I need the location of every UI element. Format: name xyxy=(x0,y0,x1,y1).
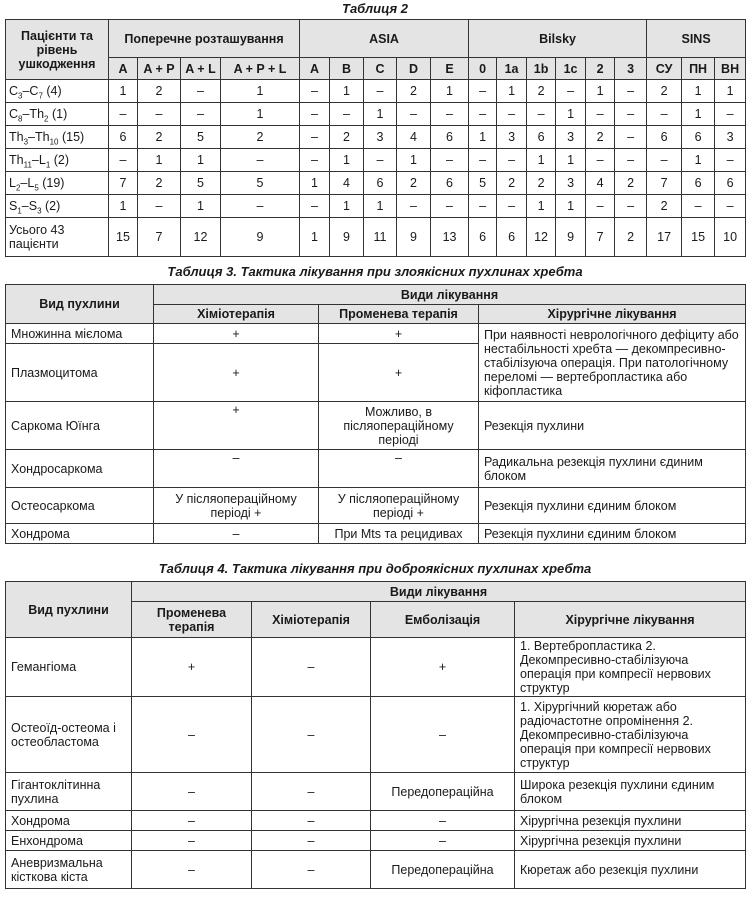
cell-value: 1 xyxy=(556,195,586,218)
cell-value: 3 xyxy=(497,126,527,149)
table2-subheader: 1a xyxy=(497,58,527,80)
radio-cell: – xyxy=(132,773,252,811)
cell-value: – xyxy=(397,195,431,218)
radio-cell: + xyxy=(132,638,252,697)
table3-header-radio: Променева терапія xyxy=(319,305,479,324)
cell-value: – xyxy=(615,103,647,126)
cell-value: 9 xyxy=(221,218,300,257)
tumor-name: Гігантоклітинна пухлина xyxy=(6,773,132,811)
cell-value: 2 xyxy=(138,80,181,103)
radio-cell: – xyxy=(319,450,479,488)
table3-header-surgery: Хірургічне лікування xyxy=(479,305,746,324)
cell-value: – xyxy=(615,126,647,149)
tumor-name: Аневризмальна кісткова кіста xyxy=(6,851,132,889)
radio-cell: + xyxy=(319,344,479,402)
cell-value: 2 xyxy=(615,172,647,195)
row-label: $L_2-L_5$ (19) xyxy=(6,172,109,195)
cell-value: 15 xyxy=(109,218,138,257)
chemo-cell: – xyxy=(252,638,371,697)
surgery-cell: Резекція пухлини xyxy=(479,402,746,450)
cell-value: 3 xyxy=(364,126,397,149)
table-row xyxy=(6,324,746,344)
radio-cell: У післяопераційному періоді + xyxy=(319,488,479,524)
cell-value: 1 xyxy=(330,149,364,172)
table-row xyxy=(6,488,746,524)
cell-value: 1 xyxy=(109,195,138,218)
table2-header-patients: Пацієнти та рівень ушкодження xyxy=(6,20,109,80)
cell-value: 1 xyxy=(109,80,138,103)
table-row xyxy=(6,697,746,773)
cell-value: – xyxy=(300,195,330,218)
table2-header-sins: SINS xyxy=(647,20,746,58)
cell-value: 1 xyxy=(556,149,586,172)
radio-cell: – xyxy=(132,851,252,889)
cell-value: 1 xyxy=(221,80,300,103)
cell-value: 1 xyxy=(527,195,556,218)
surgery-cell: 1. Вертебропластика 2. Декомпресивно-стабілізуюча операція при компресії нервових структур xyxy=(515,638,746,697)
cell-value: 1 xyxy=(138,149,181,172)
radio-cell: Можливо, в післяопераційному періоді xyxy=(319,402,479,450)
cell-value: 2 xyxy=(647,195,682,218)
cell-value: 1 xyxy=(364,103,397,126)
cell-value: 1 xyxy=(181,195,221,218)
cell-value: 6 xyxy=(469,218,497,257)
table2-header-bilsky: Bilsky xyxy=(469,20,647,58)
surgery-cell-merged: При наявності неврологічного дефіциту або нестабільності хребта — декомпресивно-стабілізуюча операція. При патологічному переломі — вертебропластика або кіфопластика xyxy=(479,324,746,402)
embolization-cell: – xyxy=(371,697,515,773)
chemo-cell: У післяопераційному періоді + xyxy=(154,488,319,524)
table4 xyxy=(5,581,746,889)
cell-value: 1 xyxy=(682,80,715,103)
table-row xyxy=(6,149,746,172)
cell-value: – xyxy=(586,149,615,172)
chemo-cell: + xyxy=(154,344,319,402)
table2-subheader: 1c xyxy=(556,58,586,80)
table2-subheader: 2 xyxy=(586,58,615,80)
cell-value: – xyxy=(364,80,397,103)
row-label: $C_8-Th_2$ (1) xyxy=(6,103,109,126)
table-row xyxy=(6,103,746,126)
radio-cell: + xyxy=(319,324,479,344)
cell-value: – xyxy=(647,103,682,126)
cell-value: 15 xyxy=(682,218,715,257)
table-row xyxy=(6,172,746,195)
chemo-cell: – xyxy=(252,697,371,773)
table4-header-type: Вид пухлини xyxy=(6,582,132,638)
radio-cell: – xyxy=(132,831,252,851)
cell-value: 6 xyxy=(647,126,682,149)
radio-cell: – xyxy=(132,811,252,831)
cell-value: – xyxy=(527,103,556,126)
table2-caption: Таблиця 2 xyxy=(342,1,408,16)
cell-value: – xyxy=(469,103,497,126)
table2-subheader: 0 xyxy=(469,58,497,80)
cell-value: – xyxy=(497,103,527,126)
surgery-cell: Радикальна резекція пухлини єдиним блоком xyxy=(479,450,746,488)
table2-subheader: A + L xyxy=(181,58,221,80)
cell-value: 2 xyxy=(138,172,181,195)
cell-value: 10 xyxy=(715,218,746,257)
cell-value: – xyxy=(138,195,181,218)
radio-cell: – xyxy=(132,697,252,773)
table2-subheader: СУ xyxy=(647,58,682,80)
cell-value: 5 xyxy=(181,126,221,149)
cell-value: 1 xyxy=(682,149,715,172)
embolization-cell: + xyxy=(371,638,515,697)
cell-value: 1 xyxy=(586,80,615,103)
cell-value: – xyxy=(469,149,497,172)
cell-value: 6 xyxy=(682,172,715,195)
cell-value: – xyxy=(221,149,300,172)
surgery-cell: 1. Хірургічний кюретаж або радіочастотне опромінення 2. Декомпресивно-стабілізуюча операція при компресії нервових структур xyxy=(515,697,746,773)
table4-header-treatment: Види лікування xyxy=(132,582,746,602)
table4-header-chemo: Хіміотерапія xyxy=(252,602,371,638)
cell-value: – xyxy=(682,195,715,218)
row-label: $Th_{11}-L_1$ (2) xyxy=(6,149,109,172)
tumor-name: Енхондрома xyxy=(6,831,132,851)
chemo-cell: – xyxy=(154,450,319,488)
cell-value: 4 xyxy=(586,172,615,195)
table-row xyxy=(6,638,746,697)
table2-subheader: E xyxy=(431,58,469,80)
cell-value: 2 xyxy=(330,126,364,149)
cell-value: – xyxy=(647,149,682,172)
table-row xyxy=(6,811,746,831)
table-row xyxy=(6,851,746,889)
cell-value: 17 xyxy=(647,218,682,257)
cell-value: – xyxy=(715,103,746,126)
tumor-name: Множинна мієлома xyxy=(6,324,154,344)
cell-value: – xyxy=(138,103,181,126)
table2-header-transverse: Поперечне розташування xyxy=(109,20,300,58)
cell-value: – xyxy=(469,195,497,218)
cell-value: – xyxy=(300,149,330,172)
cell-value: 1 xyxy=(364,195,397,218)
cell-value: – xyxy=(556,80,586,103)
cell-value: 2 xyxy=(397,172,431,195)
embolization-cell: – xyxy=(371,831,515,851)
table3-header-chemo: Хіміотерапія xyxy=(154,305,319,324)
table4-header-embolization: Емболізація xyxy=(371,602,515,638)
cell-value: – xyxy=(431,195,469,218)
cell-value: 7 xyxy=(647,172,682,195)
surgery-cell: Широка резекція пухлини єдиним блоком xyxy=(515,773,746,811)
cell-value: – xyxy=(431,149,469,172)
cell-value: – xyxy=(586,195,615,218)
table4-header-surgery: Хірургічне лікування xyxy=(515,602,746,638)
table2-subheader: D xyxy=(397,58,431,80)
cell-value: – xyxy=(586,103,615,126)
table2-subheader: A xyxy=(300,58,330,80)
cell-value: 6 xyxy=(364,172,397,195)
cell-value: – xyxy=(181,80,221,103)
cell-value: 1 xyxy=(300,218,330,257)
embolization-cell: Передопераційна xyxy=(371,851,515,889)
cell-value: 5 xyxy=(469,172,497,195)
tumor-name: Плазмоцитома xyxy=(6,344,154,402)
chemo-cell: + xyxy=(154,402,319,450)
table-row xyxy=(6,831,746,851)
cell-value: 12 xyxy=(527,218,556,257)
cell-value: 2 xyxy=(397,80,431,103)
cell-value: – xyxy=(469,80,497,103)
table2-subheader: 1b xyxy=(527,58,556,80)
cell-value: 1 xyxy=(181,149,221,172)
cell-value: – xyxy=(364,149,397,172)
table3-header-treatment: Види лікування xyxy=(154,285,746,305)
table-row xyxy=(6,402,746,450)
cell-value: – xyxy=(330,103,364,126)
cell-value: 2 xyxy=(647,80,682,103)
cell-value: 2 xyxy=(527,172,556,195)
cell-value: – xyxy=(181,103,221,126)
surgery-cell: Кюретаж або резекція пухлини xyxy=(515,851,746,889)
table2-subheader: A + P xyxy=(138,58,181,80)
cell-value: 2 xyxy=(615,218,647,257)
table-row xyxy=(6,80,746,103)
cell-value: – xyxy=(615,80,647,103)
row-label: Усього 43 пацієнти xyxy=(6,218,109,257)
cell-value: 3 xyxy=(715,126,746,149)
embolization-cell: – xyxy=(371,811,515,831)
row-label: $C_3-C_7$ (4) xyxy=(6,80,109,103)
tumor-name: Гемангіома xyxy=(6,638,132,697)
table2-subheader: B xyxy=(330,58,364,80)
tumor-name: Саркома Юїнга xyxy=(6,402,154,450)
cell-value: 2 xyxy=(138,126,181,149)
cell-value: 1 xyxy=(556,103,586,126)
cell-value: 7 xyxy=(138,218,181,257)
cell-value: 4 xyxy=(330,172,364,195)
row-label: $S_1-S_3$ (2) xyxy=(6,195,109,218)
chemo-cell: – xyxy=(252,811,371,831)
chemo-cell: – xyxy=(252,831,371,851)
cell-value: 2 xyxy=(586,126,615,149)
cell-value: 1 xyxy=(330,195,364,218)
cell-value: 1 xyxy=(497,80,527,103)
cell-value: – xyxy=(431,103,469,126)
row-label: $Th_3-Th_{10}$ (15) xyxy=(6,126,109,149)
cell-value: 12 xyxy=(181,218,221,257)
cell-value: 9 xyxy=(397,218,431,257)
cell-value: – xyxy=(221,195,300,218)
cell-value: 1 xyxy=(431,80,469,103)
table2 xyxy=(5,19,746,257)
cell-value: – xyxy=(715,149,746,172)
radio-cell: При Mts та рецидивах xyxy=(319,524,479,544)
cell-value: – xyxy=(109,103,138,126)
cell-value: 7 xyxy=(109,172,138,195)
cell-value: 9 xyxy=(330,218,364,257)
table3-header-type: Вид пухлини xyxy=(6,285,154,324)
cell-value: 1 xyxy=(221,103,300,126)
cell-value: 13 xyxy=(431,218,469,257)
table2-subheader: ПН xyxy=(682,58,715,80)
table-row xyxy=(6,218,746,257)
cell-value: 6 xyxy=(431,126,469,149)
cell-value: – xyxy=(300,80,330,103)
embolization-cell: Передопераційна xyxy=(371,773,515,811)
cell-value: – xyxy=(497,195,527,218)
table-row xyxy=(6,450,746,488)
cell-value: 2 xyxy=(221,126,300,149)
table2-subheader: C xyxy=(364,58,397,80)
chemo-cell: – xyxy=(154,524,319,544)
cell-value: 1 xyxy=(330,80,364,103)
cell-value: 6 xyxy=(109,126,138,149)
cell-value: 3 xyxy=(556,126,586,149)
cell-value: 1 xyxy=(397,149,431,172)
cell-value: – xyxy=(497,149,527,172)
surgery-cell: Резекція пухлини єдиним блоком xyxy=(479,524,746,544)
table2-header-asia: ASIA xyxy=(300,20,469,58)
cell-value: 6 xyxy=(682,126,715,149)
chemo-cell: – xyxy=(252,851,371,889)
tumor-name: Хондрома xyxy=(6,811,132,831)
chemo-cell: + xyxy=(154,324,319,344)
table2-subheader: A xyxy=(109,58,138,80)
cell-value: 2 xyxy=(527,80,556,103)
table2-subheader: 3 xyxy=(615,58,647,80)
surgery-cell: Хірургічна резекція пухлини xyxy=(515,811,746,831)
cell-value: 4 xyxy=(397,126,431,149)
cell-value: – xyxy=(397,103,431,126)
tumor-name: Остеоїд-остеома і остеобластома xyxy=(6,697,132,773)
cell-value: – xyxy=(615,195,647,218)
cell-value: 6 xyxy=(431,172,469,195)
cell-value: 7 xyxy=(586,218,615,257)
cell-value: 1 xyxy=(300,172,330,195)
table3-caption: Таблиця 3. Тактика лікування при злоякісних пухлинах хребта xyxy=(167,264,583,279)
table4-caption: Таблиця 4. Тактика лікування при доброякісних пухлинах хребта xyxy=(158,561,592,576)
cell-value: 6 xyxy=(715,172,746,195)
cell-value: – xyxy=(300,103,330,126)
surgery-cell: Резекція пухлини єдиним блоком xyxy=(479,488,746,524)
table2-subheader: ВН xyxy=(715,58,746,80)
cell-value: 6 xyxy=(497,218,527,257)
cell-value: 2 xyxy=(497,172,527,195)
table-row xyxy=(6,773,746,811)
cell-value: – xyxy=(615,149,647,172)
cell-value: 1 xyxy=(715,80,746,103)
table-row xyxy=(6,524,746,544)
cell-value: 3 xyxy=(556,172,586,195)
tumor-name: Хондросаркома xyxy=(6,450,154,488)
cell-value: 1 xyxy=(682,103,715,126)
tumor-name: Хондрома xyxy=(6,524,154,544)
table-row xyxy=(6,126,746,149)
cell-value: 11 xyxy=(364,218,397,257)
cell-value: – xyxy=(109,149,138,172)
cell-value: – xyxy=(300,126,330,149)
table2-subheader: A + P + L xyxy=(221,58,300,80)
chemo-cell: – xyxy=(252,773,371,811)
cell-value: 5 xyxy=(221,172,300,195)
surgery-cell: Хірургічна резекція пухлини xyxy=(515,831,746,851)
cell-value: 1 xyxy=(469,126,497,149)
table-row xyxy=(6,195,746,218)
tumor-name: Остеосаркома xyxy=(6,488,154,524)
table4-header-radio: Променева терапія xyxy=(132,602,252,638)
cell-value: 5 xyxy=(181,172,221,195)
table3 xyxy=(5,284,746,544)
cell-value: – xyxy=(715,195,746,218)
cell-value: 9 xyxy=(556,218,586,257)
cell-value: 6 xyxy=(527,126,556,149)
cell-value: 1 xyxy=(527,149,556,172)
